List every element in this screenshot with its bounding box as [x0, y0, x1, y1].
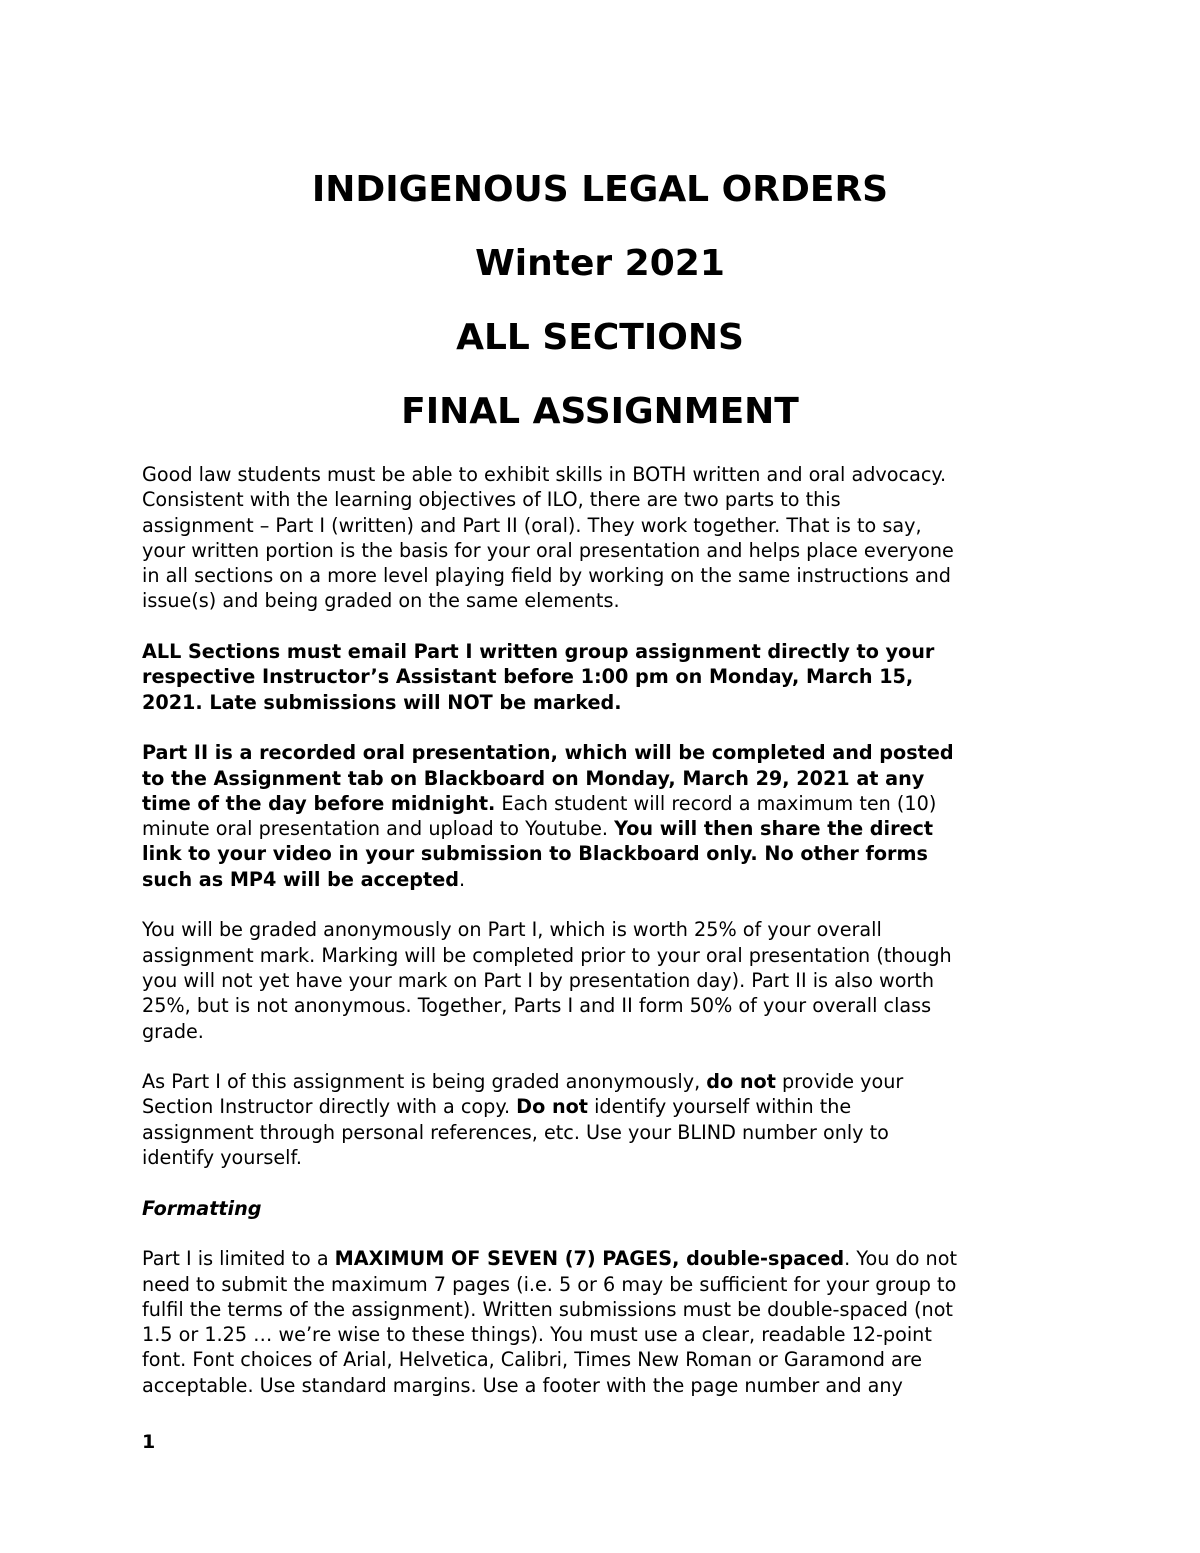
- oral-line-text: minute oral presentation and upload to Youtube.: [142, 817, 615, 841]
- page-limit-emphasis: MAXIMUM OF SEVEN (7) PAGES, double-spaced: [334, 1247, 845, 1271]
- intro-line: issue(s) and being graded on the same elements.: [142, 589, 620, 613]
- page-number: 1: [142, 1431, 156, 1453]
- oral-line-text: .: [458, 867, 466, 891]
- formatting-heading: [142, 1196, 1062, 1221]
- anonymity-paragraph: [142, 1069, 1062, 1170]
- formatting-line: acceptable. Use standard margins. Use a footer with the page number and any: [142, 1373, 903, 1397]
- formatting-heading-text: Formatting: [142, 1196, 262, 1220]
- oral-line: to the Assignment tab on Blackboard on Monday, March 29, 2021 at any: [142, 766, 925, 790]
- deadline-line: 2021. Late submissions will NOT be marked.: [142, 690, 622, 714]
- sections-title: ALL SECTIONS: [456, 317, 744, 358]
- oral-line: [142, 791, 1062, 816]
- deadline-paragraph: [142, 639, 1062, 715]
- formatting-text: Part I is limited to a: [142, 1247, 335, 1271]
- anonymity-text: provide your: [775, 1070, 904, 1094]
- do-not-emphasis: Do not: [516, 1095, 588, 1119]
- formatting-text: . You do not: [844, 1247, 957, 1271]
- anonymity-line: identify yourself.: [142, 1146, 302, 1170]
- formatting-line: [142, 1246, 1062, 1271]
- term-title: Winter 2021: [475, 243, 725, 284]
- formatting-line: need to submit the maximum 7 pages (i.e. 5 or 6 may be sufficient for your group to: [142, 1272, 957, 1296]
- oral-presentation-paragraph: [142, 740, 1062, 892]
- formatting-line: font. Font choices of Arial, Helvetica, Calibri, Times New Roman or Garamond are: [142, 1348, 923, 1372]
- course-title: INDIGENOUS LEGAL ORDERS: [311, 169, 889, 210]
- intro-line: assignment – Part I (written) and Part II (oral). They work together. That is to say,: [142, 513, 922, 537]
- grading-line: You will be graded anonymously on Part I, which is worth 25% of your overall: [142, 918, 882, 942]
- intro-line: your written portion is the basis for your oral presentation and helps place everyone: [142, 538, 954, 562]
- formatting-line: fulfil the terms of the assignment). Written submissions must be double-spaced (not: [142, 1297, 953, 1321]
- oral-share-emphasis: You will then share the direct: [614, 817, 934, 841]
- anonymity-line: assignment through personal references, etc. Use your BLIND number only to: [142, 1120, 889, 1144]
- grading-line: assignment mark. Marking will be completed prior to your oral presentation (though: [142, 943, 952, 967]
- assignment-title: FINAL ASSIGNMENT: [401, 391, 799, 432]
- deadline-line: respective Instructor’s Assistant before 1:00 pm on Monday, March 15,: [142, 665, 914, 689]
- oral-line: [142, 816, 1062, 841]
- oral-line: Part II is a recorded oral presentation, which will be completed and posted: [142, 741, 954, 765]
- anonymity-text: As Part I of this assignment is being graded anonymously,: [142, 1070, 707, 1094]
- oral-format-emphasis: such as MP4 will be accepted: [142, 867, 459, 891]
- oral-line-text: Each student will record a maximum ten (10): [495, 791, 937, 815]
- anonymity-line: [142, 1094, 1062, 1119]
- document-body: [142, 462, 1062, 1423]
- anonymity-text: identify yourself within the: [587, 1095, 852, 1119]
- oral-line: [142, 867, 1062, 892]
- document-title-block: [0, 166, 1200, 462]
- deadline-line: ALL Sections must email Part I written group assignment directly to your: [142, 640, 935, 664]
- grading-line: you will not yet have your mark on Part I by presentation day). Part II is also worth: [142, 968, 935, 992]
- grading-paragraph: [142, 917, 1062, 1043]
- oral-line: link to your video in your submission to Blackboard only. No other forms: [142, 842, 928, 866]
- intro-line: in all sections on a more level playing field by working on the same instructions and: [142, 564, 951, 588]
- do-not-emphasis: do not: [706, 1070, 776, 1094]
- grading-line: grade.: [142, 1019, 204, 1043]
- grading-line: 25%, but is not anonymous. Together, Parts I and II form 50% of your overall class: [142, 994, 932, 1018]
- intro-line: Consistent with the learning objectives of ILO, there are two parts to this: [142, 488, 841, 512]
- formatting-paragraph: [142, 1246, 1062, 1398]
- anonymity-line: [142, 1069, 1062, 1094]
- formatting-line: 1.5 or 1.25 … we’re wise to these things). You must use a clear, readable 12-point: [142, 1323, 932, 1347]
- intro-paragraph: [142, 462, 1062, 614]
- intro-line: Good law students must be able to exhibit skills in BOTH written and oral advocacy.: [142, 463, 947, 486]
- anonymity-text: Section Instructor directly with a copy.: [142, 1095, 517, 1119]
- oral-deadline-emphasis: time of the day before midnight.: [142, 791, 496, 815]
